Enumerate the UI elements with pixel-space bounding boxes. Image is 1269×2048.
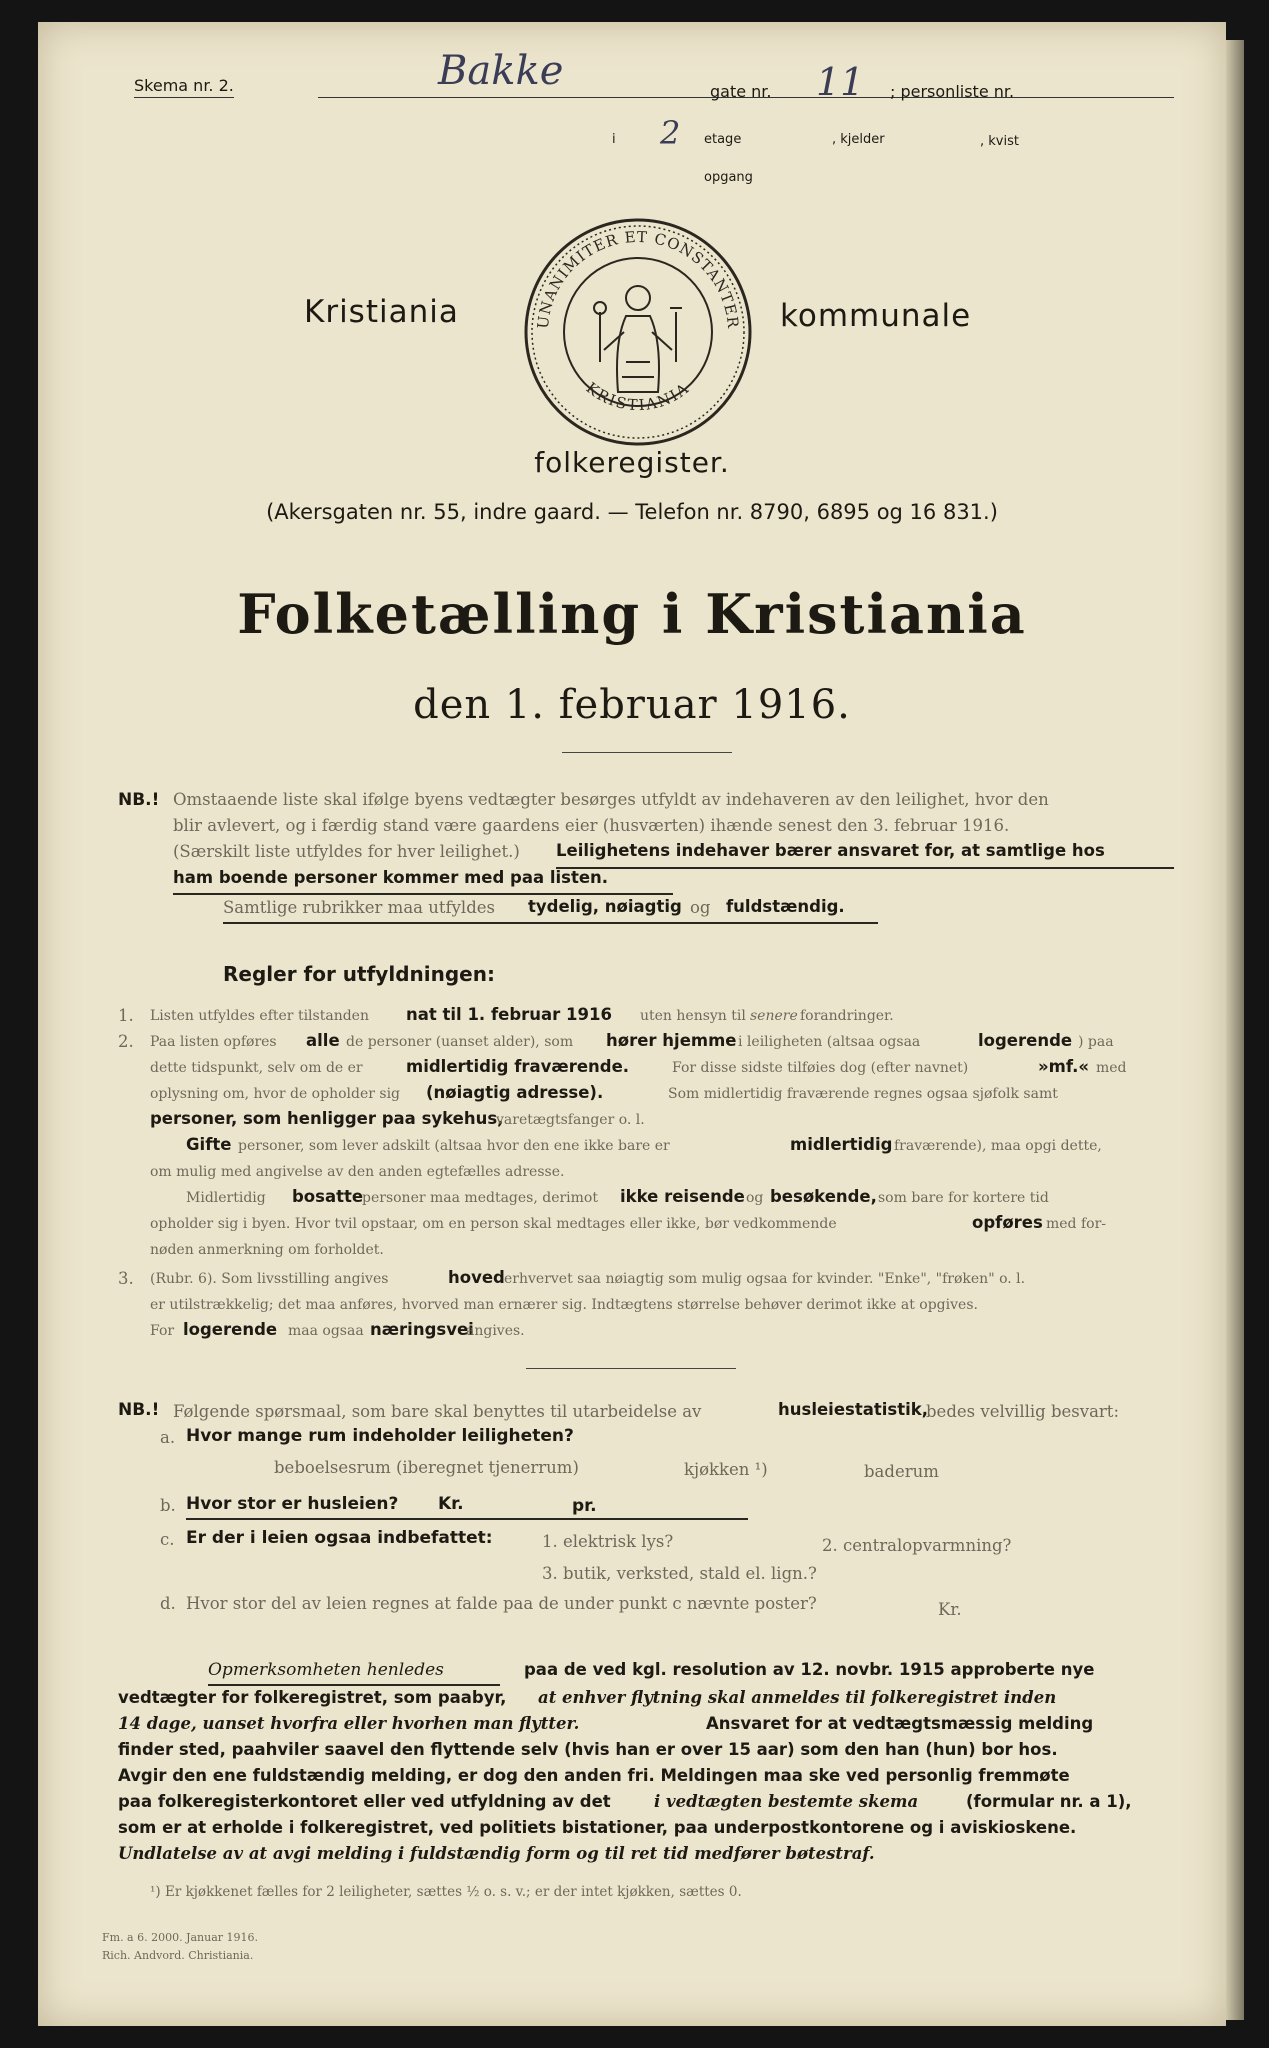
imprint-line-1: Fm. a 6. 2000. Januar 1916. [102, 1931, 259, 1944]
rule-2-line-8b: opføres [972, 1213, 1043, 1232]
notice-line-2b: at enhver flytning skal anmeldes til folkeregistret inden [538, 1688, 1057, 1707]
rule-1b: nat til 1. februar 1916 [406, 1005, 612, 1024]
rules-divider [526, 1368, 736, 1369]
rule-3-line-3e: angives. [466, 1323, 525, 1339]
opgang-label: opgang [704, 170, 753, 185]
notice-line-7: som er at erholde i folkeregistret, ved politiets bistationer, paa underpostkontorene og i aviskioskene. [118, 1818, 1077, 1837]
rule-2-line-7a: Midlertidig [186, 1190, 266, 1206]
rule-2-line-2e: med [1096, 1060, 1127, 1076]
rule-1a: Listen utfyldes efter tilstanden [150, 1008, 369, 1024]
notice-line-3b: Ansvaret for at vedtægtsmæssig melding [706, 1714, 1094, 1733]
etage-label: etage [704, 132, 742, 147]
rule-1-number: 1. [118, 1006, 134, 1025]
rule-2-line-5a: Gifte [186, 1135, 232, 1154]
notice-line-6a: paa folkeregisterkontoret eller ved utfyldning av det [118, 1792, 611, 1811]
kjelder-label: , kjelder [832, 132, 885, 147]
nb2-d-kr: Kr. [938, 1600, 962, 1619]
rule-3-line-3c: maa ogsaa [288, 1323, 364, 1339]
rule-2-line-3b: (nøiagtig adresse). [426, 1083, 604, 1102]
schema-underline [134, 97, 234, 98]
notice-line-2a: vedtægter for folkeregistret, som paabyr, [118, 1688, 507, 1707]
rule-2-line-7f: besøkende, [770, 1187, 877, 1206]
nb1-line-5d: fuldstændig. [726, 897, 845, 916]
office-name: folkeregister. [534, 446, 730, 479]
rule-2-line-2b: midlertidig fraværende. [406, 1057, 630, 1076]
seal-bottom-text: KRISTIANIA [582, 378, 694, 415]
rule-3-line-3d: næringsvei [370, 1320, 474, 1339]
office-right-word: kommunale [780, 298, 972, 334]
rule-2-line-1g: ) paa [1078, 1034, 1114, 1050]
nb1-line-4: ham boende personer kommer med paa listen. [173, 868, 609, 887]
notice-line-1b: paa de ved kgl. resolution av 12. novbr. 1915 approberte nye [524, 1660, 1095, 1679]
nb1-line-5a: Samtlige rubrikker maa utfyldes [223, 898, 496, 917]
rule-2-line-7e: og [746, 1190, 764, 1206]
kvist-label: , kvist [980, 134, 1019, 149]
notice-line-3a: 14 dage, uanset hvorfra eller hvorhen man flytter. [118, 1714, 580, 1733]
nb2-c-option-3: 3. butik, verksted, stald el. lign.? [542, 1564, 817, 1583]
rule-2-line-1d: hører hjemme [606, 1031, 737, 1050]
nb1-underline-3 [223, 922, 878, 924]
nb2-b-pr: pr. [572, 1496, 597, 1516]
street-name-handwritten: Bakke [438, 48, 564, 94]
rule-2-line-2d: »mf.« [1038, 1057, 1090, 1076]
rule-3-line-1a: (Rubr. 6). Som livsstilling angives [150, 1271, 389, 1287]
nb2-c-question: Er der i leien ogsaa indbefattet: [186, 1528, 493, 1548]
nb1-underline-1 [556, 867, 1174, 869]
rule-2-number: 2. [118, 1032, 134, 1051]
schema-label: Skema nr. 2. [134, 76, 234, 95]
rule-2-line-3c: Som midlertidig fraværende regnes ogsaa sjøfolk samt [668, 1086, 1058, 1102]
rule-3-line-1b: hoved [448, 1268, 505, 1287]
personliste-label: ; personliste nr. [890, 82, 1015, 101]
nb2-d-question: Hvor stor del av leien regnes at falde paa de under punkt c nævnte poster? [186, 1594, 817, 1613]
rule-2-line-1f: logerende [978, 1031, 1073, 1050]
nb1-line-2: blir avlevert, og i færdig stand være gaardens eier (husværten) ihænde senest den 3. februar 1916. [173, 816, 1010, 835]
rule-3-line-1c: erhvervet saa nøiagtig som mulig ogsaa for kvinder. "Enke", "frøken" o. l. [504, 1271, 1026, 1287]
rule-2-line-9: nøden anmerkning om forholdet. [150, 1242, 384, 1258]
nb2-b-answer-line[interactable] [186, 1518, 748, 1520]
nb2-b-question: Hvor stor er husleien? [186, 1494, 399, 1514]
nb2-c-letter: c. [160, 1530, 175, 1549]
rule-2-line-4a: personer, som henligger paa sykehus, [150, 1109, 504, 1128]
nb2-a-baderum: baderum [864, 1462, 939, 1481]
rule-2-line-5c: midlertidig [790, 1135, 893, 1154]
rule-2-line-5b: personer, som lever adskilt (altsaa hvor den ene ikke bare er [238, 1138, 670, 1154]
nb1-underline-2 [173, 893, 673, 895]
floor-handwritten: 2 [660, 114, 681, 152]
notice-underline [208, 1684, 500, 1686]
nb1-line-5c: og [690, 898, 711, 917]
nb2-line-1a: Følgende spørsmaal, som bare skal benyttes til utarbeidelse av [173, 1402, 702, 1421]
nb2-line-1c: bedes velvillig besvart: [926, 1402, 1119, 1421]
office-left-word: Kristiania [304, 294, 459, 330]
city-seal [518, 212, 758, 452]
rule-2-line-1e: i leiligheten (altsaa ogsaa [738, 1034, 921, 1050]
nb2-a-kjokken: kjøkken ¹) [684, 1460, 768, 1479]
rule-2-line-1b: alle [306, 1031, 340, 1050]
rule-2-line-7d: ikke reisende [620, 1187, 745, 1206]
rule-2-line-7c: personer maa medtages, derimot [362, 1190, 598, 1206]
rule-3-number: 3. [118, 1269, 134, 1288]
rule-3-line-3b: logerende [183, 1320, 278, 1339]
rule-2-line-8a: opholder sig i byen. Hvor tvil opstaar, om en person skal medtages eller ikke, bør vedkommende [150, 1216, 837, 1232]
rule-2-line-4b: varetægtsfanger o. l. [496, 1112, 645, 1128]
nb2-c-option-2: 2. centralopvarmning? [822, 1536, 1012, 1555]
nb2-line-1b: husleiestatistik, [778, 1400, 928, 1419]
seal-emblem-icon [518, 212, 758, 452]
census-form [38, 22, 1226, 2026]
nb1-line-3a: (Særskilt liste utfyldes for hver leilighet.) [173, 842, 520, 861]
notice-line-6c: (formular nr. a 1), [966, 1792, 1132, 1811]
rule-1d: senere [750, 1008, 798, 1024]
notice-line-6b: i vedtægten bestemte skema [654, 1792, 919, 1811]
nb1-line-5b: tydelig, nøiagtig [528, 897, 682, 916]
page-title: Folketælling i Kristiania [237, 582, 1027, 646]
rule-3-line-2: er utilstrækkelig; det maa anføres, hvorved man ernærer sig. Indtægtens størrelse behøver derimot ikke at opgives. [150, 1297, 978, 1313]
rule-2-line-2a: dette tidspunkt, selv om de er [150, 1060, 363, 1076]
footnote: ¹) Er kjøkkenet fælles for 2 leiligheter, sættes ½ o. s. v.; er der intet kjøkken, sættes 0. [150, 1884, 742, 1900]
title-divider [562, 752, 732, 753]
nb2-b-kr: Kr. [438, 1494, 464, 1514]
rule-2-line-6: om mulig med angivelse av den anden egtefælles adresse. [150, 1164, 565, 1180]
nb1-line-3b: Leilighetens indehaver bærer ansvaret for, at samtlige hos [556, 841, 1105, 860]
rule-2-line-7g: som bare for kortere tid [878, 1190, 1049, 1206]
floor-prefix: i [612, 132, 616, 147]
rules-heading: Regler for utfyldningen: [223, 962, 495, 986]
rule-2-line-5d: fraværende), maa opgi dette, [894, 1138, 1102, 1154]
rule-2-line-7b: bosatte [292, 1187, 364, 1206]
rule-2-line-3a: oplysning om, hvor de opholder sig [150, 1086, 401, 1102]
nb1-line-1: Omstaaende liste skal ifølge byens vedtægter besørges utfyldt av indehaveren av den leilighet, hvor den [173, 790, 1049, 809]
notice-line-4: finder sted, paahviler saavel den flyttende selv (hvis han er over 15 aar) som den han (hun) bor hos. [118, 1740, 1058, 1759]
nb2-a-question: Hvor mange rum indeholder leiligheten? [186, 1426, 574, 1446]
nb2-label: NB.! [118, 1400, 160, 1420]
nb2-b-letter: b. [160, 1496, 176, 1515]
office-address: (Akersgaten nr. 55, indre gaard. — Telefon nr. 8790, 6895 og 16 831.) [266, 500, 998, 524]
svg-text:KRISTIANIA [583, 379, 693, 415]
rule-2-line-1c: de personer (uanset alder), som [346, 1034, 574, 1050]
page-edge [1226, 40, 1244, 2020]
census-date: den 1. februar 1916. [413, 682, 851, 728]
nb2-a-letter: a. [160, 1428, 176, 1447]
gate-label: gate nr. [710, 82, 772, 101]
notice-line-5: Avgir den ene fuldstændig melding, er dog den anden fri. Meldingen maa ske ved personlig fremmøte [118, 1766, 1070, 1785]
rule-2-line-2c: For disse sidste tilføies dog (efter navnet) [672, 1060, 969, 1076]
rule-2-line-8c: med for- [1046, 1216, 1107, 1232]
imprint-line-2: Rich. Andvord. Christiania. [102, 1949, 254, 1962]
gate-number-handwritten: 11 [816, 60, 865, 104]
rule-1e: forandringer. [800, 1008, 894, 1024]
nb1-label: NB.! [118, 790, 160, 810]
notice-line-8: Undlatelse av at avgi melding i fuldstændig form og til ret tid medfører bøtestraf. [118, 1844, 875, 1863]
nb2-a-beboelsesrum: beboelsesrum (iberegnet tjenerrum) [274, 1458, 579, 1477]
seal-top-text: UNANIMITER ET CONSTANTER [533, 227, 743, 330]
rule-2-line-1a: Paa listen opføres [150, 1034, 277, 1050]
rule-3-line-3a: For [150, 1323, 175, 1339]
rule-1c: uten hensyn til [640, 1008, 746, 1024]
notice-line-1a: Opmerksomheten henledes [208, 1660, 444, 1680]
nb2-c-option-1: 1. elektrisk lys? [542, 1532, 674, 1551]
nb2-d-letter: d. [160, 1594, 176, 1613]
